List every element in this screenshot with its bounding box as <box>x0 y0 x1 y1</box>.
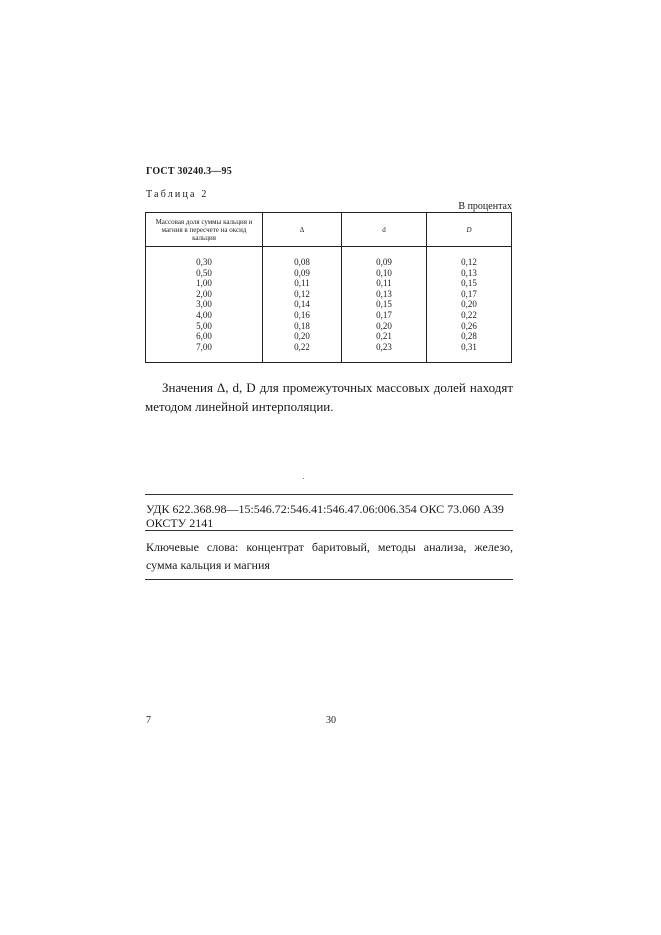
table-cell: 0,28 <box>461 331 477 342</box>
table-cell: 0,13 <box>461 267 477 278</box>
table-cell: 0,15 <box>376 299 392 310</box>
column-d-values <box>342 247 427 363</box>
table-cell: 7,00 <box>196 341 212 352</box>
table-cell: 0,15 <box>461 278 477 289</box>
table-cell: 4,00 <box>196 309 212 320</box>
table-cell: 0,22 <box>294 341 310 352</box>
table-cell: 0,30 <box>196 257 212 267</box>
divider-middle <box>145 530 513 531</box>
column-header-D: D <box>427 213 512 247</box>
divider-top <box>145 494 513 495</box>
document-header: ГОСТ 30240.3—95 <box>146 166 232 177</box>
column-header-delta: Δ <box>263 213 342 247</box>
table-body-row <box>146 247 512 363</box>
column-header-d: d <box>342 213 427 247</box>
table-cell: 0,17 <box>376 309 392 320</box>
table-cell: 0,13 <box>376 288 392 299</box>
interpolation-note: Значения Δ, d, D для промежуточных массовых долей находят методом линейной интерполяции. <box>145 380 513 414</box>
table-cell: 2,00 <box>196 288 212 299</box>
table-cell: 0,20 <box>461 299 477 310</box>
keywords: Ключевые слова: концентрат баритовый, методы анализа, железо, сумма кальция и магния <box>146 540 513 572</box>
table-cell: 0,31 <box>461 341 477 352</box>
table-cell: 0,11 <box>376 278 392 289</box>
table-cell: 1,00 <box>196 278 212 289</box>
table-cell: 0,10 <box>376 267 392 278</box>
column-delta-values <box>263 247 342 363</box>
table-cell: 0,20 <box>294 331 310 342</box>
table-cell: 0,12 <box>294 288 310 299</box>
table-cell: 0,09 <box>294 267 310 278</box>
stray-dot <box>303 478 304 479</box>
table-cell: 0,21 <box>376 331 392 342</box>
table-cell: 3,00 <box>196 299 212 310</box>
divider-bottom <box>145 579 513 580</box>
table-cell: 0,22 <box>461 309 477 320</box>
column-D-values <box>427 247 512 363</box>
column-header-mass-fraction: Массовая доля суммы кальция и магния в пересчете на оксид кальция <box>146 213 263 247</box>
table-cell: 0,08 <box>294 257 310 267</box>
table-cell: 0,11 <box>294 278 310 289</box>
table-cell: 0,23 <box>376 341 392 352</box>
table-cell: 0,50 <box>196 267 212 278</box>
footer-left-mark: 7 <box>146 715 151 726</box>
table-caption: Таблица 2 <box>146 189 209 200</box>
table-cell: 0,17 <box>461 288 477 299</box>
table-unit-label: В процентах <box>458 201 512 212</box>
classification-block <box>146 502 514 530</box>
table-header-row <box>146 213 512 247</box>
table-cell: 5,00 <box>196 320 212 331</box>
column-mass-fraction-values <box>146 247 263 363</box>
data-table <box>145 212 512 363</box>
table-cell: 0,14 <box>294 299 310 310</box>
table-cell: 0,09 <box>376 257 392 267</box>
page-number: 30 <box>326 715 336 726</box>
table-cell: 0,18 <box>294 320 310 331</box>
table-cell: 0,12 <box>461 257 477 267</box>
udk-line: УДК 622.368.98—15:546.72:546.41:546.47.06:006.354 ОКС 73.060 А39 <box>146 502 504 516</box>
okstu-line: ОКСТУ 2141 <box>146 516 214 530</box>
table-cell: 0,16 <box>294 309 310 320</box>
table-cell: 0,20 <box>376 320 392 331</box>
table-cell: 6,00 <box>196 331 212 342</box>
table-cell: 0,26 <box>461 320 477 331</box>
